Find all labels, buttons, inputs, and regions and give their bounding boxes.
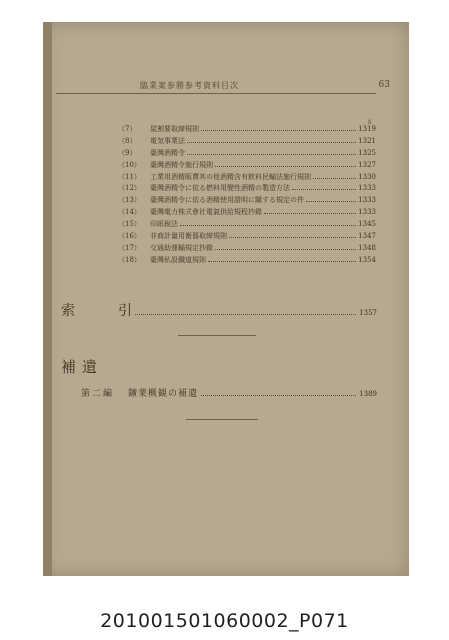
toc-entry-number: （16）: [118, 232, 141, 241]
toc-entry-number: （11）: [118, 172, 141, 181]
toc-entry-title: 印紙稅法: [150, 220, 178, 229]
toc-leader-dots: [215, 166, 356, 167]
toc-entry-number: （15）: [118, 220, 141, 229]
toc-entry-number: （10）: [118, 160, 141, 169]
toc-entry-number: （9）: [118, 148, 137, 157]
toc-leader-dots: [292, 189, 356, 190]
toc-entry-title: 臺灣私設鐵道規則: [150, 255, 206, 264]
toc-entry-title: 臺灣酒精令に依る酒精使用證明に關する規定の件: [150, 196, 304, 205]
toc-leader-dots: [264, 213, 356, 214]
toc-entry-title: 臺灣酒精令施行規則: [150, 160, 213, 169]
toc-entry-page: 1345: [358, 220, 376, 229]
toc-entry: [118, 124, 376, 136]
divider-rule-1: [178, 335, 256, 336]
toc-leader-dots: [180, 225, 356, 226]
supplement-page-number: 1389: [359, 390, 377, 398]
toc-entry-number: （17）: [118, 243, 141, 252]
index-label-1: 索: [61, 303, 78, 319]
header-page-number: 63: [378, 80, 390, 90]
toc-entry-page: 1354: [358, 255, 376, 264]
supplement-heading: 補遺: [61, 358, 104, 376]
toc-entry: [118, 231, 376, 243]
index-leader-dots: [135, 314, 356, 315]
toc-entry-list: [118, 124, 376, 267]
toc-entry-title: 臺灣酒精令: [150, 148, 185, 157]
toc-entry: [118, 207, 376, 219]
page-column-mark: 頁: [367, 120, 373, 126]
toc-leader-dots: [208, 261, 356, 262]
toc-entry-number: （14）: [118, 208, 141, 217]
toc-entry: [118, 195, 376, 207]
toc-entry-page: 1333: [358, 184, 376, 193]
toc-entry-page: 1327: [358, 160, 376, 169]
running-header: [140, 80, 390, 91]
toc-leader-dots: [215, 249, 356, 250]
toc-leader-dots: [306, 201, 356, 202]
toc-entry-number: （12）: [118, 184, 141, 193]
toc-entry-page: 1330: [358, 172, 376, 181]
supplement-entry: [81, 386, 377, 399]
toc-entry-title: 屋割要取締規則: [150, 125, 199, 133]
toc-entry: [118, 255, 376, 267]
divider-rule-2: [186, 419, 258, 420]
toc-entry-page: 1333: [358, 196, 376, 205]
toc-entry-title: 臺灣酒精令に依る燃料用變性酒精の製造方法: [150, 184, 290, 193]
supplement-part: 第二編: [81, 389, 115, 399]
supplement-title: 鑛業概観の補遺: [128, 389, 199, 399]
toc-entry-title: 非商計量用衡器取締規則: [150, 232, 227, 241]
toc-entry-title: 工業用酒精販賣其の他酒精含有飲料民輸法施行規則: [150, 172, 311, 181]
toc-leader-dots: [229, 237, 356, 238]
toc-entry-title: 臺灣電力株式會社電氣供給規程抄錄: [150, 208, 262, 217]
toc-leader-dots: [313, 178, 356, 179]
page-binding-edge: [43, 22, 52, 576]
toc-entry-number: （18）: [118, 255, 141, 264]
toc-entry-title: 交通助運輸規定抄錄: [150, 243, 213, 252]
toc-entry-page: 1321: [358, 136, 376, 145]
toc-entry-page: 1333: [358, 208, 376, 217]
running-title: 臨業案参勝参考資料目次: [140, 81, 239, 90]
toc-entry-number: （7）: [118, 125, 137, 133]
toc-entry-page: 1347: [358, 232, 376, 241]
book-page: [43, 22, 409, 576]
toc-entry: [118, 160, 376, 172]
toc-entry: [118, 172, 376, 184]
toc-entry: [118, 136, 376, 148]
toc-leader-dots: [201, 130, 356, 131]
toc-leader-dots: [187, 142, 356, 143]
toc-entry-number: （8）: [118, 136, 137, 145]
toc-entry: [118, 148, 376, 160]
index-label-2: 引: [118, 303, 132, 319]
toc-leader-dots: [187, 154, 356, 155]
toc-entry-page: 1348: [358, 243, 376, 252]
toc-entry-title: 電気事業法: [150, 136, 185, 145]
index-page-number: 1357: [359, 309, 377, 317]
toc-entry: [118, 183, 376, 195]
toc-entry: [118, 243, 376, 255]
toc-entry-number: （13）: [118, 196, 141, 205]
index-entry: [61, 300, 377, 320]
header-rule: [56, 93, 376, 94]
toc-entry: [118, 219, 376, 231]
image-caption: 201001501060002_P071: [100, 610, 349, 632]
toc-entry-page: 1319: [358, 125, 376, 133]
toc-entry-page: 1325: [358, 148, 376, 157]
supplement-leader-dots: [201, 395, 356, 396]
